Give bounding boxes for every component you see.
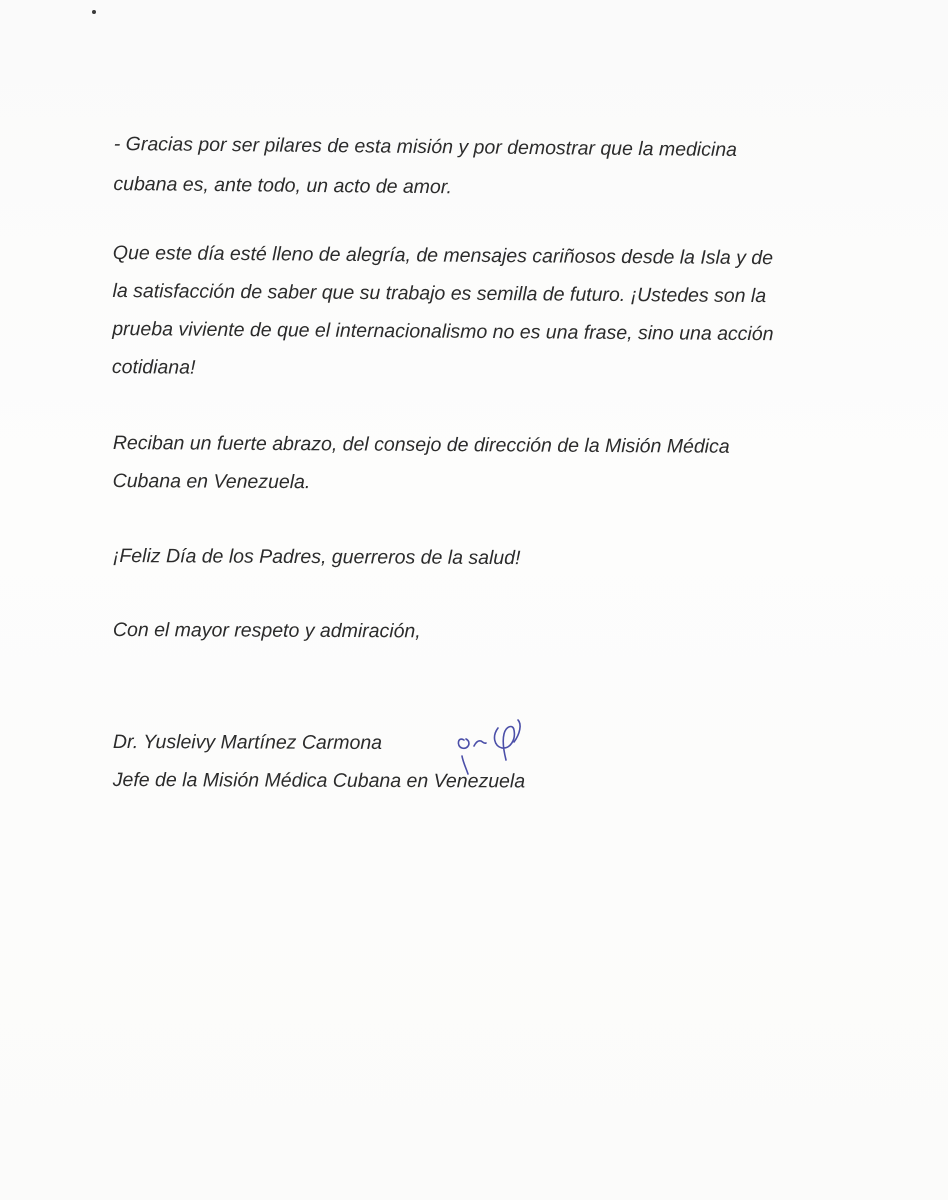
paragraph-line: cubana es, ante todo, un acto de amor. <box>113 172 453 199</box>
signature-stroke <box>474 741 486 746</box>
signature-drawing <box>450 712 540 782</box>
paragraph-line: Que este día esté lleno de alegría, de mensajes cariñosos desde la Isla y de <box>112 241 774 270</box>
paragraph-line: cotidiana! <box>111 355 196 379</box>
signatory-title: Jefe de la Misión Médica Cubana en Venezuela <box>112 768 526 793</box>
signature-stroke <box>458 739 469 748</box>
paragraph-line: Reciban un fuerte abrazo, del consejo de dirección de la Misión Médica <box>112 431 730 458</box>
paragraph-line: Cubana en Venezuela. <box>112 469 311 494</box>
greeting-line <box>113 536 521 578</box>
handwritten-signature <box>450 712 540 782</box>
signatory-name: Dr. Yusleivy Martínez Carmona <box>112 730 383 754</box>
closing-text: Con el mayor respeto y admiración, <box>112 618 421 643</box>
greeting-text: ¡Feliz Día de los Padres, guerreros de la salud! <box>112 544 521 570</box>
paragraph-embrace <box>113 424 730 504</box>
signature-strokes <box>458 720 520 774</box>
paragraph-line: - Gracias por ser pilares de esta misión y por demostrar que la medicina <box>113 132 738 161</box>
signature-stroke <box>462 756 468 774</box>
signature-stroke <box>495 727 515 760</box>
paragraph-gratitude <box>113 124 737 210</box>
paragraph-line: la satisfacción de saber que su trabajo es semilla de futuro. ¡Ustedes son la <box>112 279 767 308</box>
paragraph-line: prueba viviente de que el internacionalismo no es una frase, sino una acción <box>112 317 774 346</box>
closing-line <box>113 610 421 651</box>
paper-speck <box>92 10 96 14</box>
paragraph-wishes <box>112 234 774 391</box>
